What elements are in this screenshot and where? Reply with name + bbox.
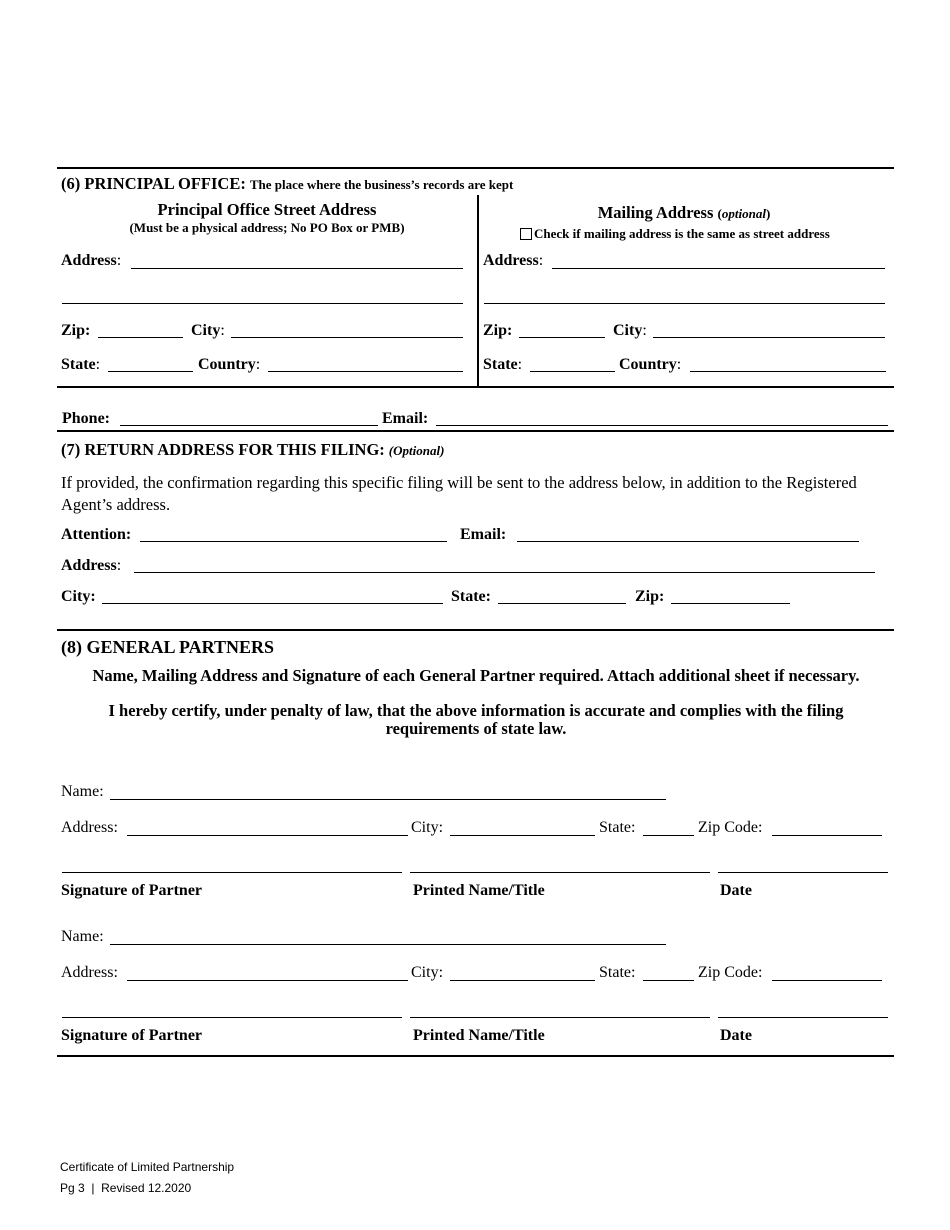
return-address-label: Address <box>61 557 117 574</box>
principal-state-label: State <box>61 356 96 373</box>
email-label-wrap <box>382 410 428 428</box>
principal-address-line-2[interactable] <box>62 303 463 304</box>
principal-zip-label: Zip: <box>61 322 91 339</box>
principal-state-label-wrap: State: <box>61 356 101 373</box>
email-line[interactable] <box>436 425 888 426</box>
principal-office-subheading: (Must be a physical address; No PO Box or PMB) <box>129 220 405 235</box>
partner1-zip-label: Zip Code: <box>698 819 763 836</box>
partner2-date-label: Date <box>720 1027 752 1044</box>
partner2-address-label: Address: <box>61 964 118 981</box>
partner2-address-line[interactable] <box>127 980 408 981</box>
email-label: Email: <box>382 410 429 427</box>
return-state-line[interactable] <box>498 603 626 604</box>
mailing-country-label: Country <box>619 356 677 373</box>
section6-subtitle: The place where the business’s records are kept <box>249 177 514 192</box>
partner2-date-line[interactable] <box>718 1017 888 1018</box>
principal-city-label: City <box>191 322 221 339</box>
partner1-city-label-wrap <box>411 819 443 837</box>
mailing-address-line-2[interactable] <box>484 303 885 304</box>
partner1-printed-label: Printed Name/Title <box>413 882 545 899</box>
partner1-state-label: State: <box>599 819 636 836</box>
partner2-name-line[interactable] <box>110 944 666 945</box>
partner2-city-label: City: <box>411 964 444 981</box>
mailing-country-label-wrap: Country: <box>619 356 682 373</box>
mailing-address-optional: optional <box>721 206 766 221</box>
mailing-address-heading: Mailing Address <box>597 203 714 222</box>
return-zip-line[interactable] <box>671 603 790 604</box>
mailing-city-line[interactable] <box>653 337 885 338</box>
return-city-label-wrap <box>61 588 96 606</box>
mailing-country-line[interactable] <box>690 371 886 372</box>
principal-address-line[interactable] <box>131 268 463 269</box>
section7-description: If provided, the confirmation regarding this specific filing will be sent to the address below, in addition to the Registered Agent’s address. <box>61 473 857 514</box>
partner1-city-line[interactable] <box>450 835 595 836</box>
section8-instruction: Name, Mailing Address and Signature of each General Partner required. Attach additional sheet if necessary. <box>92 666 860 685</box>
mailing-city-label: City <box>613 322 643 339</box>
partner1-state-line[interactable] <box>643 835 694 836</box>
partner2-zip-label: Zip Code: <box>698 964 763 981</box>
partner2-zip-line[interactable] <box>772 980 882 981</box>
partner1-address-line[interactable] <box>127 835 408 836</box>
attention-label: Attention: <box>61 526 132 543</box>
partner2-name-label-wrap <box>61 928 104 946</box>
phone-label-wrap <box>62 410 110 428</box>
section7-title: (7) RETURN ADDRESS FOR THIS FILING: <box>61 440 385 459</box>
same-address-checkbox[interactable] <box>520 228 532 240</box>
return-email-label: Email: <box>460 526 507 543</box>
partner2-state-label: State: <box>599 964 636 981</box>
principal-zip-label-wrap <box>61 322 90 340</box>
principal-country-label: Country <box>198 356 256 373</box>
return-email-label-wrap <box>460 526 506 544</box>
attention-line[interactable] <box>140 541 447 542</box>
partner2-signature-line[interactable] <box>62 1017 402 1018</box>
partner1-zip-label-wrap <box>698 819 762 837</box>
section8-bottom-rule <box>57 1055 894 1057</box>
return-city-line[interactable] <box>102 603 443 604</box>
partner2-state-label-wrap <box>599 964 635 982</box>
section8-top-rule <box>57 629 894 631</box>
partner2-city-label-wrap <box>411 964 443 982</box>
principal-country-label-wrap: Country: <box>198 356 261 373</box>
partner1-name-label-wrap <box>61 783 104 801</box>
principal-country-line[interactable] <box>268 371 463 372</box>
partner2-address-label-wrap <box>61 964 118 982</box>
mailing-address-heading-wrap: Mailing Address (optional) <box>597 203 771 222</box>
footer-page-info: Pg 3 | Revised 12.2020 <box>60 1181 192 1195</box>
partner1-date-label: Date <box>720 882 752 899</box>
mailing-state-line[interactable] <box>530 371 615 372</box>
partner1-address-label: Address: <box>61 819 118 836</box>
partner1-printed-name-line[interactable] <box>410 872 710 873</box>
return-address-line[interactable] <box>134 572 875 573</box>
section7-top-rule <box>57 430 894 432</box>
partner1-zip-line[interactable] <box>772 835 882 836</box>
partner1-name-label: Name: <box>61 783 104 800</box>
mailing-state-label: State <box>483 356 518 373</box>
partner1-address-label-wrap <box>61 819 118 837</box>
mailing-address-line[interactable] <box>552 268 885 269</box>
mailing-address-row: Address: <box>483 252 544 269</box>
return-state-label-wrap <box>451 588 491 606</box>
partner1-signature-line[interactable] <box>62 872 402 873</box>
return-state-label: State: <box>451 588 491 605</box>
partner1-signature-label: Signature of Partner <box>61 882 203 899</box>
section7-header <box>61 440 444 460</box>
section7-optional: (Optional) <box>388 443 445 458</box>
partner2-name-label: Name: <box>61 928 104 945</box>
return-city-label: City: <box>61 588 96 605</box>
section6-bottom-rule <box>57 386 894 388</box>
mailing-zip-line[interactable] <box>519 337 605 338</box>
principal-zip-line[interactable] <box>98 337 183 338</box>
return-zip-label: Zip: <box>635 588 665 605</box>
section6-top-rule <box>57 167 894 169</box>
principal-office-heading: Principal Office Street Address <box>157 200 377 219</box>
principal-address-label: Address <box>61 252 117 269</box>
mailing-city-label-wrap: City: <box>613 322 647 339</box>
phone-line[interactable] <box>120 425 378 426</box>
return-email-line[interactable] <box>517 541 859 542</box>
same-address-checkbox-row[interactable] <box>520 226 830 242</box>
partner2-city-line[interactable] <box>450 980 595 981</box>
mailing-address-label: Address <box>483 252 539 269</box>
principal-state-line[interactable] <box>108 371 193 372</box>
mailing-state-label-wrap: State: <box>483 356 523 373</box>
section8-certification: I hereby certify, under penalty of law, that the above information is accurate and complies with the filing requirements of state law. <box>108 701 844 738</box>
partner1-city-label: City: <box>411 819 444 836</box>
principal-address-row: Address: <box>61 252 122 269</box>
principal-city-label-wrap: City: <box>191 322 225 339</box>
section6-title: (6) PRINCIPAL OFFICE: <box>61 174 246 193</box>
principal-city-line[interactable] <box>231 337 463 338</box>
partner1-name-line[interactable] <box>110 799 666 800</box>
return-address-label-wrap: Address: <box>61 557 122 574</box>
partner2-state-line[interactable] <box>643 980 694 981</box>
section8-title: (8) GENERAL PARTNERS <box>61 637 275 657</box>
partner1-state-label-wrap <box>599 819 635 837</box>
partner2-printed-name-line[interactable] <box>410 1017 710 1018</box>
phone-label: Phone: <box>62 410 110 427</box>
section6-header <box>61 174 513 194</box>
same-address-checkbox-label: Check if mailing address is the same as street address <box>534 226 830 241</box>
mailing-zip-label: Zip: <box>483 322 513 339</box>
return-zip-label-wrap <box>635 588 664 606</box>
partner2-zip-label-wrap <box>698 964 762 982</box>
mailing-zip-label-wrap <box>483 322 512 340</box>
partner2-printed-label: Printed Name/Title <box>413 1027 545 1044</box>
partner1-date-line[interactable] <box>718 872 888 873</box>
footer-doc-title: Certificate of Limited Partnership <box>60 1160 235 1174</box>
section6-column-divider <box>477 195 479 387</box>
attention-label-wrap <box>61 526 131 544</box>
partner2-signature-label: Signature of Partner <box>61 1027 203 1044</box>
